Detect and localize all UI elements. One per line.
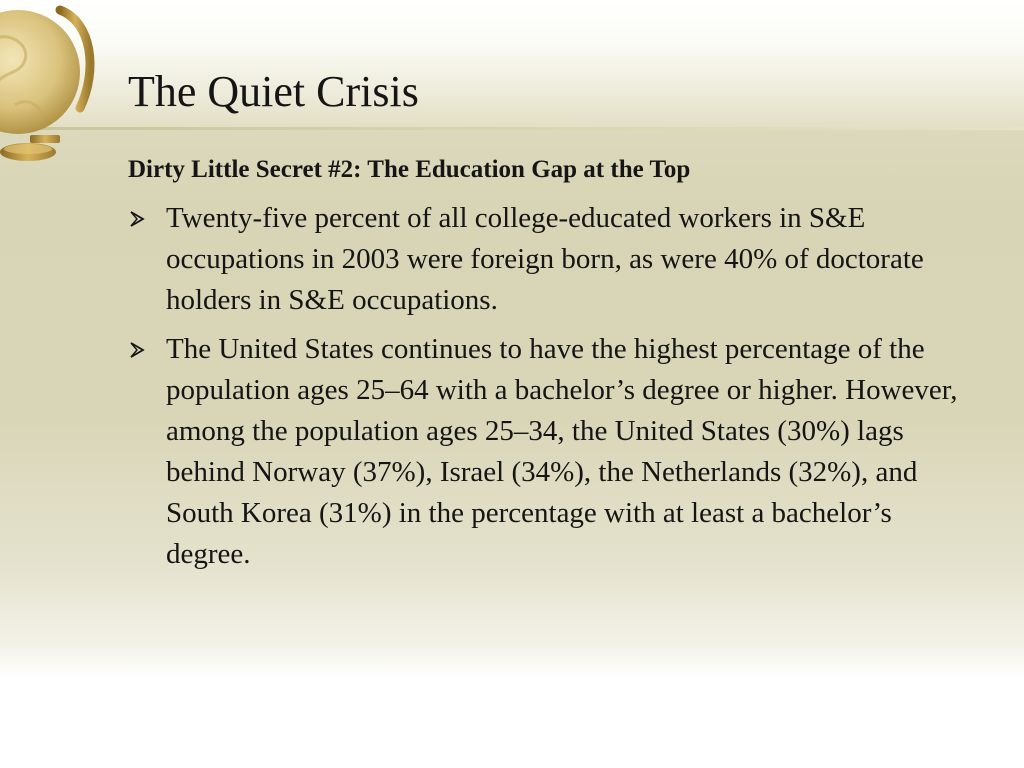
arrow-bullet-icon — [128, 341, 146, 359]
slide-title: The Quiet Crisis — [128, 67, 419, 116]
bullet-text: The United States continues to have the highest percentage of the population ages 25–64 with a bachelor’s degree or higher. However, among the population ages 25–34, the United States (30%) lags behind Norway (37%), Israel (34%), the Netherlands (32%), and South Korea (31%) in the percentage with at least a bachelor’s degree. — [166, 333, 958, 570]
title-divider — [0, 127, 1024, 130]
bullet-item — [128, 198, 958, 321]
slide-subtitle: Dirty Little Secret #2: The Education Gap at the Top — [128, 156, 691, 183]
bullet-list — [128, 198, 958, 583]
arrow-bullet-icon — [128, 210, 146, 228]
bullet-item — [128, 329, 958, 575]
globe-icon — [0, 0, 100, 170]
bullet-text: Twenty-five percent of all college-educated workers in S&E occupations in 2003 were foreign born, as were 40% of doctorate holders in S&E occupations. — [166, 202, 924, 316]
